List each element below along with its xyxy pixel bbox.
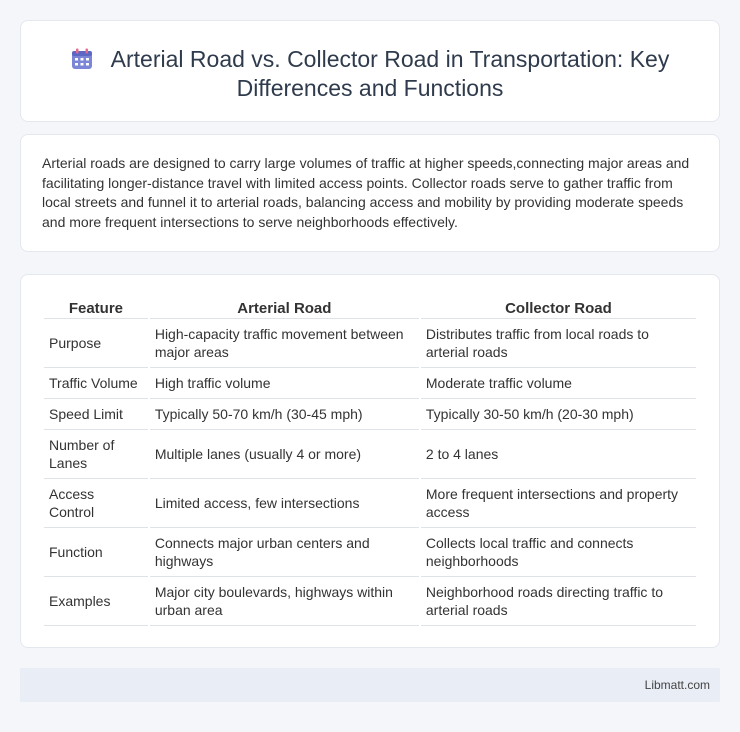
collector-cell: Neighborhood roads directing traffic to arterial roads — [421, 577, 696, 626]
feature-cell: Number of Lanes — [44, 430, 148, 479]
table-row — [44, 479, 696, 528]
collector-cell: Moderate traffic volume — [421, 368, 696, 399]
arterial-cell: Multiple lanes (usually 4 or more) — [150, 430, 419, 479]
title-card — [20, 20, 720, 122]
comparison-table — [42, 295, 698, 626]
page-title-wrap — [21, 45, 719, 103]
table-row — [44, 368, 696, 399]
feature-cell: Purpose — [44, 319, 148, 368]
collector-cell: Typically 30-50 km/h (20-30 mph) — [421, 399, 696, 430]
table-row — [44, 528, 696, 577]
table-row — [44, 319, 696, 368]
column-header: Collector Road — [421, 295, 696, 319]
page-title: Arterial Road vs. Collector Road in Transportation: Key Differences and Functions — [110, 46, 670, 101]
collector-cell: Distributes traffic from local roads to arterial roads — [421, 319, 696, 368]
arterial-cell: Limited access, few intersections — [150, 479, 419, 528]
footer-site-link[interactable]: Libmatt.com — [644, 678, 710, 692]
table-header-row — [44, 295, 696, 319]
feature-cell: Speed Limit — [44, 399, 148, 430]
arterial-cell: Connects major urban centers and highways — [150, 528, 419, 577]
description-card — [20, 134, 720, 252]
feature-cell: Traffic Volume — [44, 368, 148, 399]
arterial-cell: Typically 50-70 km/h (30-45 mph) — [150, 399, 419, 430]
feature-cell: Function — [44, 528, 148, 577]
arterial-cell: High traffic volume — [150, 368, 419, 399]
column-header: Arterial Road — [150, 295, 419, 319]
collector-cell: 2 to 4 lanes — [421, 430, 696, 479]
footer-bar — [20, 668, 720, 702]
arterial-cell: Major city boulevards, highways within urban area — [150, 577, 419, 626]
table-row — [44, 577, 696, 626]
table-row — [44, 430, 696, 479]
comparison-table-card — [20, 274, 720, 648]
collector-cell: More frequent intersections and property access — [421, 479, 696, 528]
feature-cell: Access Control — [44, 479, 148, 528]
feature-cell: Examples — [44, 577, 148, 626]
calendar-icon — [71, 48, 93, 70]
description-text: Arterial roads are designed to carry large volumes of traffic at higher speeds,connecting major areas and facilitating longer-distance travel with limited access points. Collector roads serve to gather traffic from local streets and funnel it to arterial roads, balancing access and mobility by providing moderate speeds and more frequent intersections to serve neighborhoods effectively. — [42, 155, 690, 230]
table-row — [44, 399, 696, 430]
collector-cell: Collects local traffic and connects neighborhoods — [421, 528, 696, 577]
arterial-cell: High-capacity traffic movement between major areas — [150, 319, 419, 368]
column-header: Feature — [44, 295, 148, 319]
